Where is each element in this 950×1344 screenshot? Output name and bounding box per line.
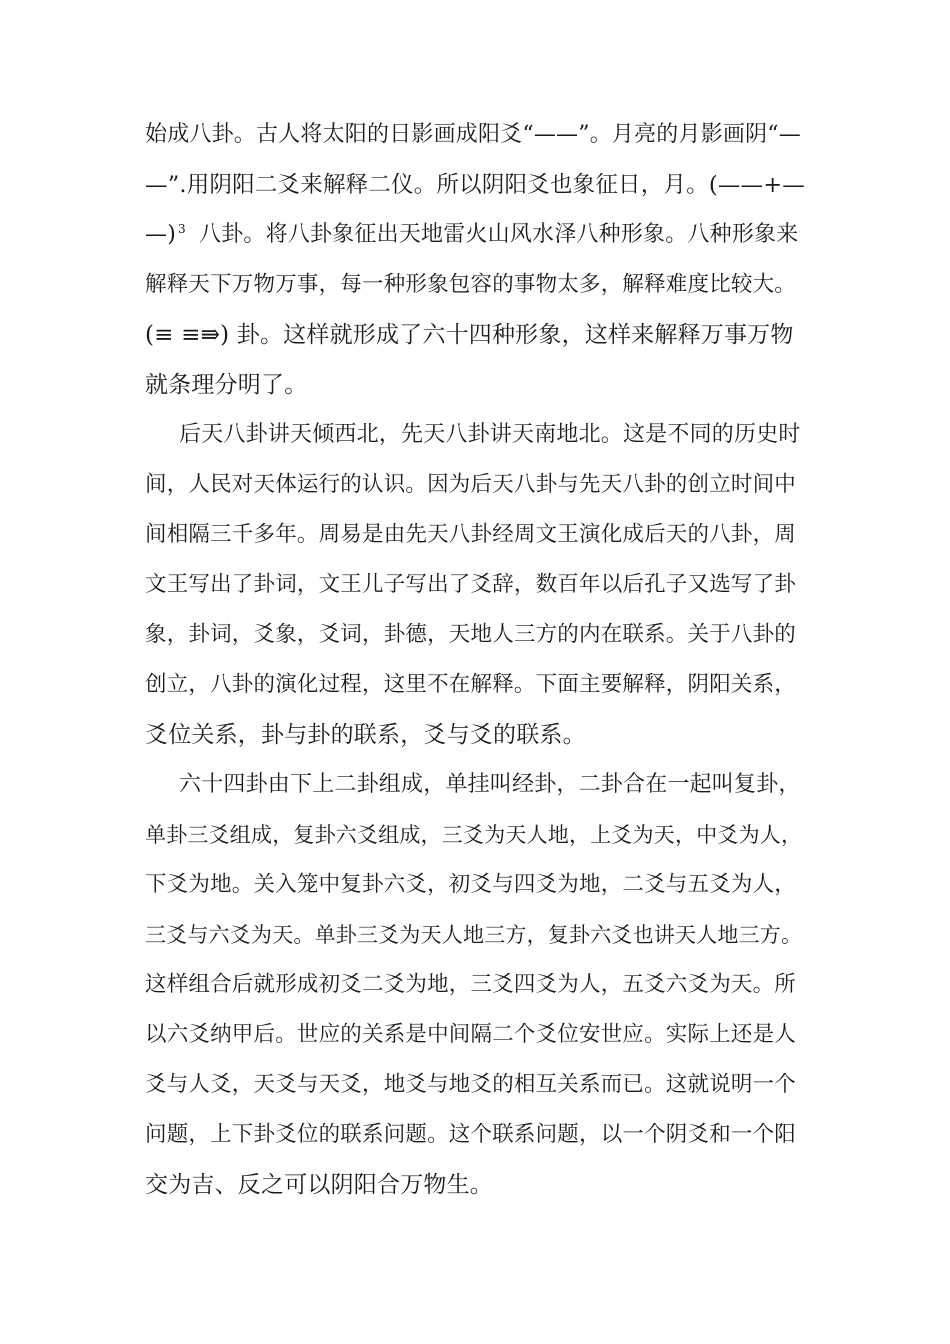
text-line: 下爻为地。关入笼中复卦六爻，初爻与四爻为地，二爻与五爻为人， [145, 872, 797, 897]
text-line: 爻与人爻，天爻与天爻，地爻与地爻的相互关系而已。这就说明一个 [145, 1072, 797, 1097]
text-line: 单卦三爻组成，复卦六爻组成，三爻为天人地，上爻为天，中爻为人， [145, 823, 803, 847]
text-line: 交为吉、反之可以阴阳合万物生。 [145, 1172, 493, 1198]
superscript-3: 3 [177, 221, 186, 236]
text-line: 文王写出了卦词，文王儿子写出了爻辞，数百年以后孔子又选写了卦 [145, 572, 797, 597]
text-line: (≡ ≡⇛) 卦。这样就形成了六十四种形象，这样来解释万事万物 [145, 322, 794, 348]
text-fragment: —) [145, 222, 176, 247]
text-line: 三爻与六爻为天。单卦三爻为天人地三方，复卦六爻也讲天人地三方。 [145, 923, 803, 947]
text-line: 爻位关系，卦与卦的联系，爻与爻的联系。 [145, 722, 586, 748]
text-line: 问题，上下卦爻位的联系问题。这个联系问题，以一个阴爻和一个阳 [145, 1122, 797, 1147]
text-line: 六十四卦由下上二卦组成，单挂叫经卦，二卦合在一起叫复卦， [179, 772, 801, 797]
text-line: 象，卦词，爻象，爻词，卦德，天地人三方的内在联系。关于八卦的 [145, 622, 797, 647]
text-fragment: 八卦。将八卦象征出天地雷火山风水泽八种形象。八种形象来 [191, 222, 799, 247]
text-line: 就条理分明了。 [145, 372, 308, 398]
text-line: 以六爻纳甲后。世应的关系是中间隔二个爻位安世应。实际上还是人 [145, 1022, 797, 1047]
text-line: —”.用阴阳二爻来解释二仪。所以阴阳爻也象征日，月。(——+— [145, 172, 805, 198]
text-line: 间，人民对天体运行的认识。因为后天八卦与先天八卦的创立时间中 [145, 472, 797, 497]
text-line: 后天八卦讲天倾西北，先天八卦讲天南地北。这是不同的历史时 [179, 422, 801, 447]
text-line: 始成八卦。古人将太阳的日影画成阳爻“——”。月亮的月影画阴“— [145, 122, 801, 147]
text-line: 这样组合后就形成初爻二爻为地，三爻四爻为人，五爻六爻为天。所 [145, 972, 797, 997]
paragraph-3 [145, 760, 810, 1210]
text-line: 解释天下万物万事，每一种形象包容的事物太多，解释难度比较大。 [145, 272, 797, 297]
paragraph-2 [145, 410, 810, 760]
text-line [145, 210, 810, 260]
paragraph-1 [145, 110, 810, 410]
text-line: 间相隔三千多年。周易是由先天八卦经周文王演化成后天的八卦，周 [145, 522, 797, 547]
text-line: 创立，八卦的演化过程，这里不在解释。下面主要解释，阴阳关系， [145, 672, 797, 697]
